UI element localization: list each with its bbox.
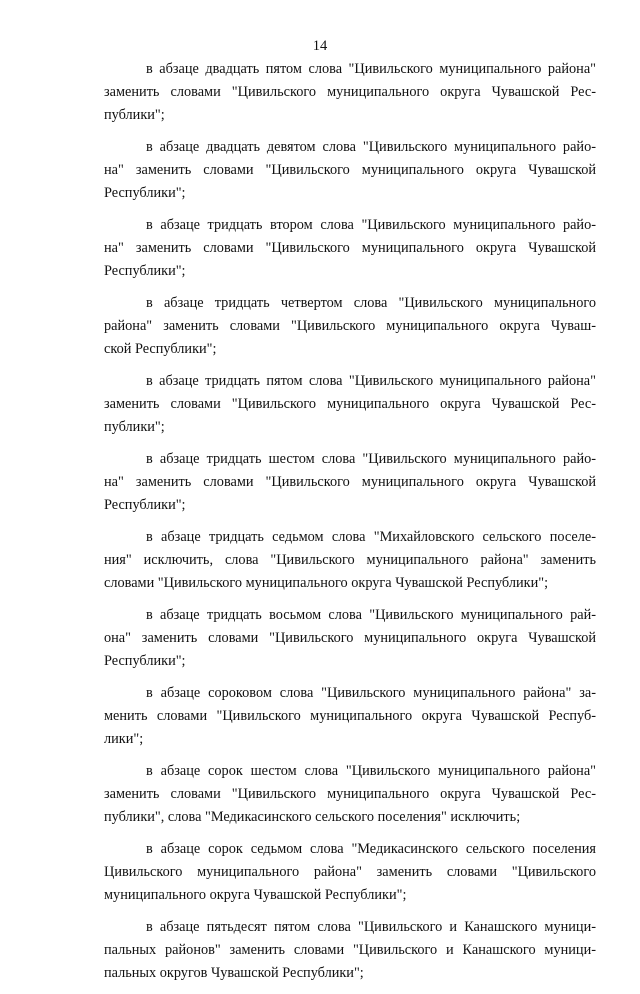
paragraph-line: заменить словами "Цивильского муниципального округа Чувашской Рес-	[104, 396, 596, 412]
paragraph-line: в абзаце сорок седьмом слова "Медикасинского сельского поселения	[146, 841, 596, 857]
paragraph	[104, 370, 596, 439]
paragraph-line: района" заменить словами "Цивильского муниципального округа Чуваш-	[104, 318, 596, 334]
paragraph-line: в абзаце тридцать седьмом слова "Михайловского сельского поселе-	[146, 529, 596, 545]
paragraph-line: в абзаце тридцать шестом слова "Цивильского муниципального райо-	[146, 451, 596, 467]
paragraph-line: Республики";	[104, 497, 186, 513]
paragraph-line: пальных районов" заменить словами "Цивильского и Канашского муници-	[104, 942, 596, 958]
paragraph-line: публики";	[104, 107, 165, 123]
paragraph	[104, 682, 596, 751]
paragraph-line: в абзаце сорок шестом слова "Цивильского муниципального района"	[146, 763, 596, 779]
paragraph-line: в абзаце тридцать восьмом слова "Цивильского муниципального рай-	[146, 607, 596, 623]
paragraph	[104, 604, 596, 673]
paragraph	[104, 526, 596, 595]
paragraph-line: публики", слова "Медикасинского сельского поселения" исключить;	[104, 809, 521, 825]
paragraph-line: заменить словами "Цивильского муниципального округа Чувашской Рес-	[104, 786, 596, 802]
page-number: 14	[312, 38, 328, 54]
paragraph-line: в абзаце двадцать девятом слова "Цивильского муниципального райо-	[146, 139, 596, 155]
paragraph-line: в абзаце тридцать пятом слова "Цивильского муниципального района"	[146, 373, 596, 389]
paragraph-line: Республики";	[104, 185, 186, 201]
paragraph-line: словами "Цивильского муниципального округа Чувашской Республики";	[104, 575, 549, 591]
paragraph-line: на" заменить словами "Цивильского муниципального округа Чувашской	[104, 240, 596, 256]
paragraph-line: заменить словами "Цивильского муниципального округа Чувашской Рес-	[104, 84, 596, 100]
paragraph-line: в абзаце тридцать втором слова "Цивильского муниципального райо-	[146, 217, 596, 233]
paragraph	[104, 838, 596, 907]
paragraph-line: ской Республики";	[104, 341, 217, 357]
paragraph	[104, 760, 596, 829]
paragraph-line: менить словами "Цивильского муниципального округа Чувашской Респуб-	[104, 708, 596, 724]
paragraph-line: в абзаце пятьдесят пятом слова "Цивильского и Канашского муници-	[146, 919, 596, 935]
paragraph	[104, 214, 596, 283]
paragraph-line: в абзаце сороковом слова "Цивильского муниципального района" за-	[146, 685, 596, 701]
paragraph-line: в абзаце тридцать четвертом слова "Цивильского муниципального	[146, 295, 596, 311]
paragraph-line: муниципального округа Чувашской Республики";	[104, 887, 407, 903]
paragraph-line: пальных округов Чувашской Республики";	[104, 965, 364, 981]
paragraph	[104, 136, 596, 205]
paragraph-line: на" заменить словами "Цивильского муниципального округа Чувашской	[104, 474, 596, 490]
paragraph-line: ния" исключить, слова "Цивильского муниципального района" заменить	[104, 552, 596, 568]
paragraph-line: Цивильского муниципального района" заменить словами "Цивильского	[104, 864, 596, 880]
paragraph-line: Республики";	[104, 263, 186, 279]
paragraph-line: публики";	[104, 419, 165, 435]
paragraph	[104, 58, 596, 127]
paragraph-line: в абзаце двадцать пятом слова "Цивильского муниципального района"	[146, 61, 596, 77]
paragraph-line: лики";	[104, 731, 144, 747]
paragraph-line: Республики";	[104, 653, 186, 669]
paragraph-line: она" заменить словами "Цивильского муниципального округа Чувашской	[104, 630, 596, 646]
paragraph	[104, 916, 596, 985]
paragraph	[104, 448, 596, 517]
document-body	[104, 58, 596, 994]
paragraph-line: на" заменить словами "Цивильского муниципального округа Чувашской	[104, 162, 596, 178]
paragraph	[104, 292, 596, 361]
